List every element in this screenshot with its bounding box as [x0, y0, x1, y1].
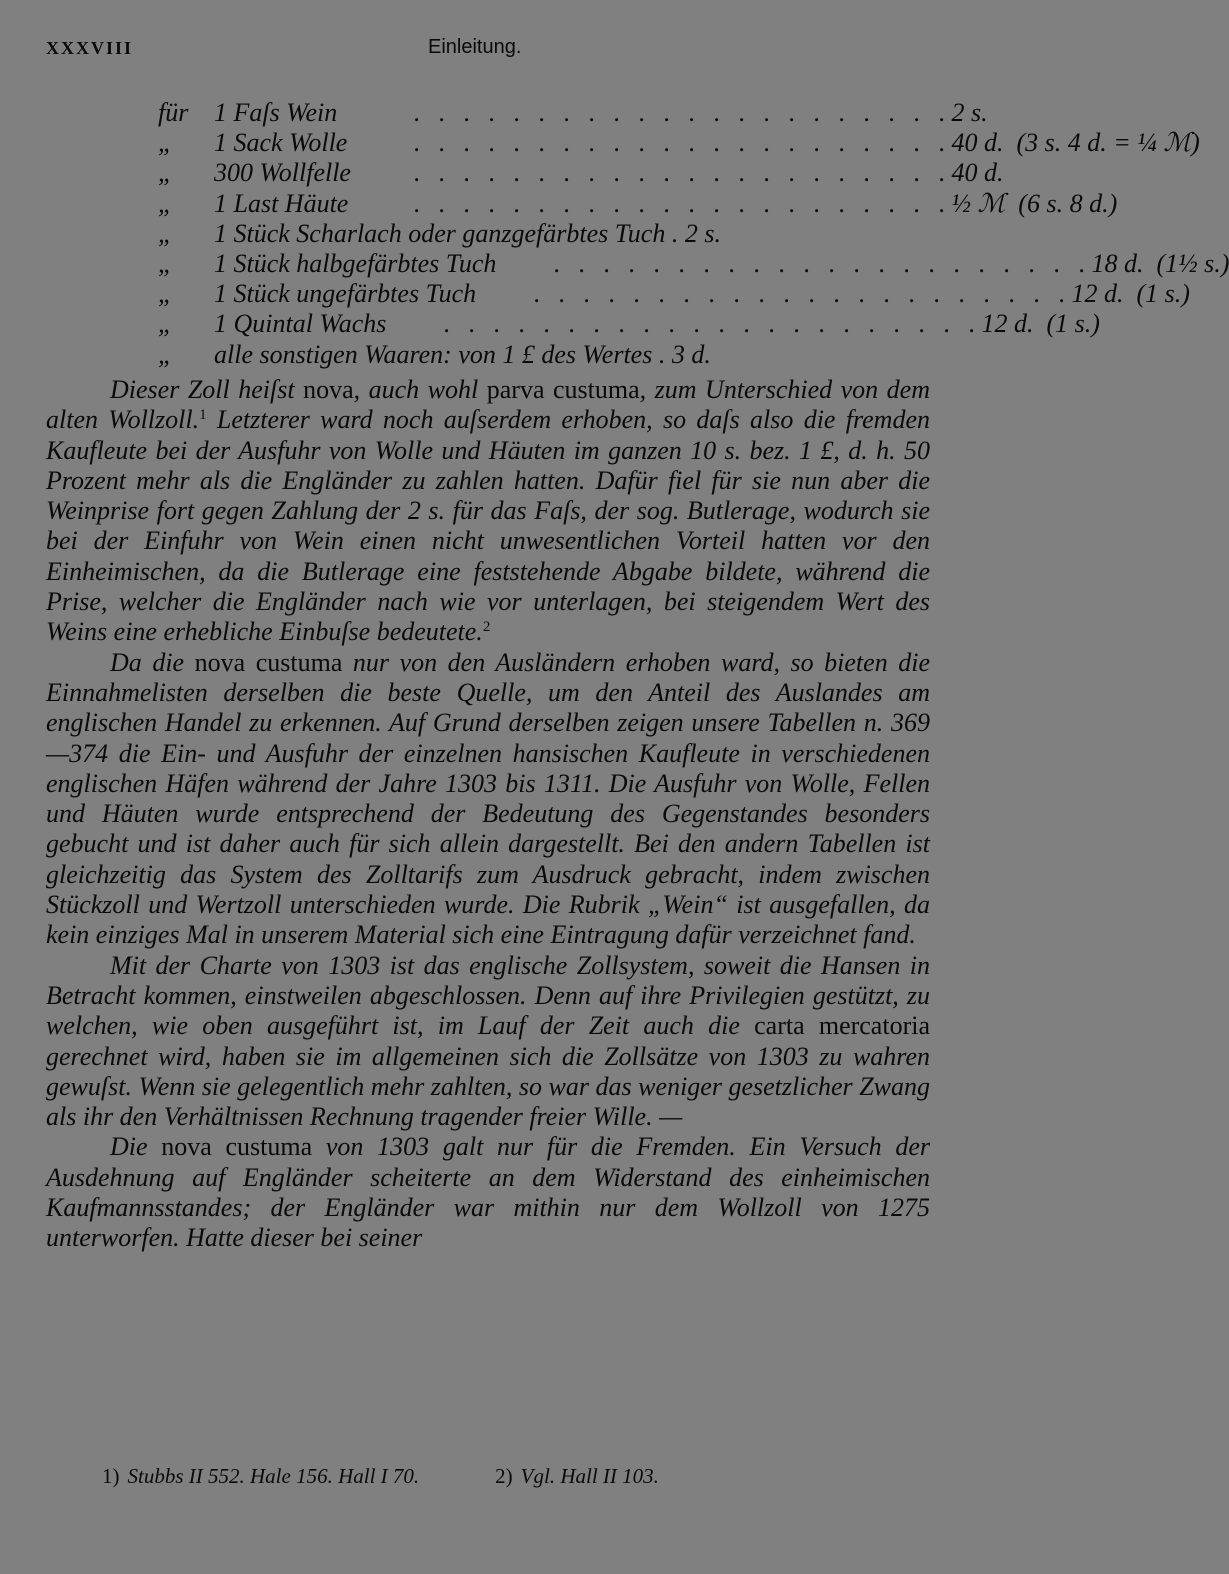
tariff-item: 1 Stück ungefärbtes Tuch	[214, 279, 477, 309]
tariff-line: alle sonstigen Waaren: von 1 £ des Wertes . 3 d.	[214, 339, 711, 369]
footnote	[102, 1464, 419, 1489]
latin-term: carta mercatoria	[754, 1011, 930, 1041]
tariff-rate: 2 s.	[951, 98, 988, 127]
dot-leader: . . . . . . . . . . . . . . . . . . . . . .	[534, 279, 1072, 309]
tariff-prefix: „	[158, 128, 173, 158]
tariff-item: 300 Wollfelle	[214, 158, 351, 188]
footnote-ref: 2	[482, 619, 491, 636]
tariff-prefix: für	[158, 98, 189, 127]
tariff-prefix: „	[158, 158, 173, 188]
paragraph: Dieser Zoll heiſst nova, auch wohl parva custuma, zum Unterschied von dem alten Wollzoll.$^1$ Letzterer ward noch auſserdem erhoben, so daſs also die fremden Kaufleute bei der Ausfuhr von Wolle und Häuten im ganzen 10 s. bez. 1 £, d. h. 50 Prozent mehr als die Engländer zu zahlen hatten. Dafür fiel für sie nun aber die Weinprise fort gegen Zahlung der 2 s. für das Faſs, der sog. Butlerage, wodurch sie bei der Einfuhr von Wein einen nicht unwesentlichen Vorteil hatten vor den Einheimischen, da die Butlerage eine feststehende Abgabe bildete, während die Prise, welcher die Engländer nach wie vor unterlagen, bei steigendem Wert des Weins eine erhebliche Einbuſse bedeutete.$^2$	[46, 375, 930, 647]
tariff-row	[158, 158, 1004, 188]
tariff-prefix: „	[158, 188, 173, 218]
tariff-item: 1 Sack Wolle	[214, 128, 348, 158]
tariff-item: 1 Quintal Wachs	[214, 309, 387, 339]
tariff-line: 1 Stück Scharlach oder ganzgefärbtes Tuch . 2 s.	[214, 218, 721, 248]
footnotes	[102, 1464, 940, 1489]
footnote-ref: 1	[199, 407, 207, 424]
tariff-row	[158, 279, 1190, 309]
tariff-row	[158, 188, 1118, 219]
dot-leader: . . . . . . . . . . . . . . . . . . . . . .	[414, 128, 952, 158]
tariff-rate: 40 d.	[951, 158, 1004, 188]
footnote	[495, 1464, 659, 1489]
dot-leader: . . . . . . . . . . . . . . . . . . . . . .	[414, 98, 952, 127]
tariff-row	[158, 98, 988, 128]
tariff-row	[158, 340, 858, 370]
paragraph: Da die nova custuma nur von den Ausländern erhoben ward, so bieten die Einnahmelisten derselben die beste Quelle, um den Anteil des Auslandes am englischen Handel zu erkennen. Auf Grund derselben zeigen unsere Tabellen n. 369—374 die Ein- und Ausfuhr der einzelnen hansischen Kaufleute in verschiedenen englischen Häfen während der Jahre 1303 bis 1311. Die Ausfuhr von Wolle, Fellen und Häuten wurde entsprechend der Bedeutung des Gegenstandes besonders gebucht und ist daher auch für sich allein dargestellt. Bei den andern Tabellen ist gleichzeitig das System des Zolltarifs zum Ausdruck gebracht, indem zwischen Stückzoll und Wertzoll unterschieden wurde. Die Rubrik „Wein“ ist ausgefallen, da kein einziges Mal in unserem Material sich eine Eintragung dafür verzeichnet fand.	[46, 647, 931, 950]
tariff-item: 1 Stück halbgefärbtes Tuch	[214, 248, 497, 278]
tariff-prefix: „	[158, 309, 173, 339]
dot-leader: . . . . . . . . . . . . . . . . . . . . . .	[444, 309, 982, 339]
tariff-prefix: „	[158, 279, 173, 309]
page-header	[46, 38, 930, 68]
tariff-rate: 12 d. (1 s.)	[1071, 279, 1190, 309]
paragraph: Mit der Charte von 1303 ist das englische Zollsystem, soweit die Hansen in Betracht kommen, einstweilen abgeschlossen. Denn auf ihre Privilegien gestützt, zu welchen, wie oben ausgeführt ist, im Lauf der Zeit auch die carta mercatoria gerechnet wird, haben sie im allgemeinen sich die Zollsätze von 1303 zu wahren gewuſst. Wenn sie gelegentlich mehr zahlten, so war das weniger gesetzlicher Zwang als ihr den Verhältnissen Rechnung tragender freier Wille. —	[46, 950, 930, 1132]
footnote-mark: 2)	[495, 1464, 513, 1488]
tariff-prefix: „	[158, 248, 173, 278]
tariff-row	[158, 309, 1100, 339]
tariff-row	[158, 248, 1229, 279]
paragraph: Die nova custuma von 1303 galt nur für die Fremden. Ein Versuch der Ausdehnung auf Engländer scheiterte an dem Widerstand des einheimischen Kaufmannsstandes; der Engländer war mithin nur dem Wollzoll von 1275 unterworfen. Hatte dieser bei seiner	[46, 1132, 931, 1253]
dot-leader: . . . . . . . . . . . . . . . . . . . . . .	[414, 188, 952, 218]
page-number: XXXVIII	[46, 38, 134, 58]
tariff-rate: 12 d. (1 s.)	[981, 309, 1100, 339]
latin-term: parva custuma	[486, 375, 640, 404]
dot-leader: . . . . . . . . . . . . . . . . . . . . . .	[414, 158, 952, 188]
latin-term: nova	[303, 375, 354, 404]
footnote-text: Stubbs II 552. Hale 156. Hall I 70.	[127, 1464, 420, 1488]
tariff-item: 1 Faſs Wein	[214, 98, 338, 127]
tariff-item: 1 Last Häute	[214, 188, 349, 218]
running-title: Einleitung.	[428, 36, 522, 58]
tariff-rate: 40 d. (3 s. 4 d. = ¼ ℳ)	[951, 128, 1200, 158]
latin-term: nova custuma	[161, 1132, 313, 1162]
tariff-prefix: „	[158, 218, 173, 248]
body-text	[46, 375, 930, 1254]
footnote-mark: 1)	[102, 1464, 120, 1488]
tariff-rate: 18 d. (1½ s.)	[1091, 248, 1229, 278]
tariff-prefix: „	[158, 339, 173, 369]
latin-term: nova custuma	[194, 647, 343, 677]
tariff-list	[158, 98, 1229, 370]
tariff-row	[158, 128, 1200, 158]
footnote-text: Vgl. Hall II 103.	[520, 1464, 659, 1488]
dot-leader: . . . . . . . . . . . . . . . . . . . . . .	[554, 248, 1092, 278]
tariff-row	[158, 219, 858, 249]
tariff-rate: ½ ℳ (6 s. 8 d.)	[951, 188, 1118, 218]
